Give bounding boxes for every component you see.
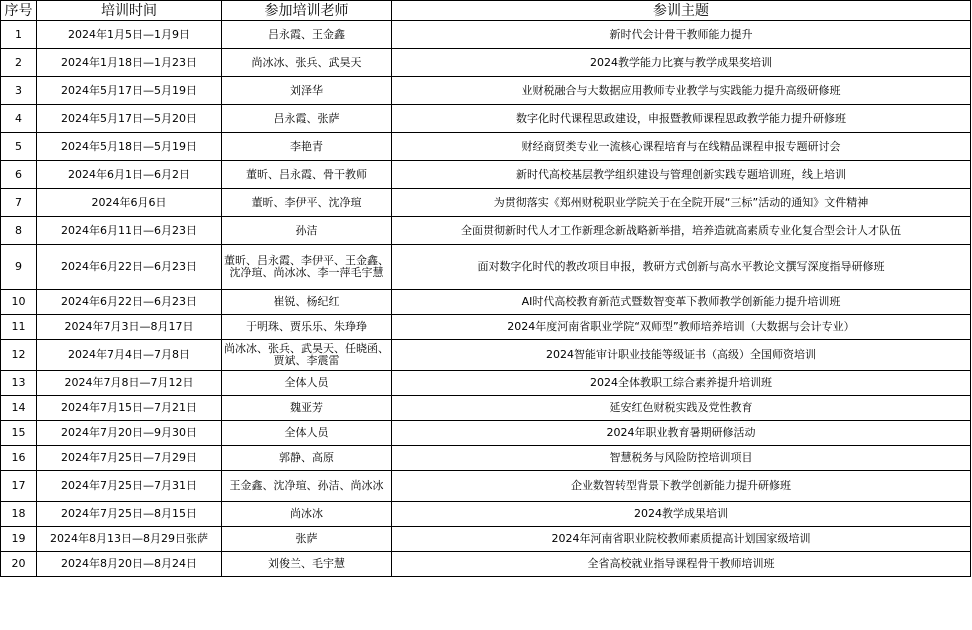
- cell-date[interactable]: 2024年5月17日—5月19日: [37, 77, 222, 105]
- cell-topic[interactable]: AI时代高校教育新范式暨数智变革下教师教学创新能力提升培训班: [392, 290, 971, 315]
- table-row: [1, 21, 971, 49]
- header-row: [1, 1, 971, 21]
- cell-no[interactable]: 7: [1, 189, 37, 217]
- cell-teachers[interactable]: 王金鑫、沈净瑄、孙洁、尚冰冰: [222, 471, 392, 502]
- cell-teachers[interactable]: 于明珠、贾乐乐、朱琤琤: [222, 315, 392, 340]
- table-row: [1, 49, 971, 77]
- cell-date[interactable]: 2024年1月18日—1月23日: [37, 49, 222, 77]
- cell-no[interactable]: 18: [1, 502, 37, 527]
- header-cell-teachers[interactable]: 参加培训老师: [222, 1, 392, 21]
- table-row: [1, 396, 971, 421]
- cell-no[interactable]: 14: [1, 396, 37, 421]
- cell-date[interactable]: 2024年1月5日—1月9日: [37, 21, 222, 49]
- cell-teachers[interactable]: 张萨: [222, 527, 392, 552]
- cell-no[interactable]: 4: [1, 105, 37, 133]
- table-row: [1, 527, 971, 552]
- cell-topic[interactable]: 全面贯彻新时代人才工作新理念新战略新举措，培养造就高素质专业化复合型会计人才队伍: [392, 217, 971, 245]
- cell-teachers[interactable]: 孙洁: [222, 217, 392, 245]
- cell-topic[interactable]: 业财税融合与大数据应用教师专业教学与实践能力提升高级研修班: [392, 77, 971, 105]
- table-row: [1, 290, 971, 315]
- table-row: [1, 133, 971, 161]
- table-row: [1, 245, 971, 290]
- cell-teachers[interactable]: 董昕、李伊平、沈净瑄: [222, 189, 392, 217]
- cell-topic[interactable]: 2024教学成果培训: [392, 502, 971, 527]
- cell-no[interactable]: 11: [1, 315, 37, 340]
- table-row: [1, 421, 971, 446]
- cell-no[interactable]: 3: [1, 77, 37, 105]
- cell-topic[interactable]: 新时代高校基层教学组织建设与管理创新实践专题培训班，线上培训: [392, 161, 971, 189]
- cell-topic[interactable]: 数字化时代课程思政建设，申报暨教师课程思政教学能力提升研修班: [392, 105, 971, 133]
- cell-no[interactable]: 9: [1, 245, 37, 290]
- cell-topic[interactable]: 新时代会计骨干教师能力提升: [392, 21, 971, 49]
- cell-no[interactable]: 8: [1, 217, 37, 245]
- table-row: [1, 371, 971, 396]
- cell-teachers[interactable]: 全体人员: [222, 371, 392, 396]
- cell-date[interactable]: 2024年6月6日: [37, 189, 222, 217]
- cell-date[interactable]: 2024年7月20日—9月30日: [37, 421, 222, 446]
- cell-date[interactable]: 2024年7月25日—7月31日: [37, 471, 222, 502]
- table-row: [1, 471, 971, 502]
- cell-teachers[interactable]: 尚冰冰: [222, 502, 392, 527]
- cell-date[interactable]: 2024年6月1日—6月2日: [37, 161, 222, 189]
- cell-date[interactable]: 2024年7月8日—7月12日: [37, 371, 222, 396]
- cell-no[interactable]: 2: [1, 49, 37, 77]
- cell-date[interactable]: 2024年7月3日—8月17日: [37, 315, 222, 340]
- cell-teachers[interactable]: 吕永霞、王金鑫: [222, 21, 392, 49]
- cell-teachers[interactable]: 崔锐、杨纪红: [222, 290, 392, 315]
- cell-no[interactable]: 12: [1, 340, 37, 371]
- table-row: [1, 77, 971, 105]
- cell-teachers[interactable]: 全体人员: [222, 421, 392, 446]
- cell-date[interactable]: 2024年6月11日—6月23日: [37, 217, 222, 245]
- cell-no[interactable]: 5: [1, 133, 37, 161]
- header-cell-date[interactable]: 培训时间: [37, 1, 222, 21]
- cell-no[interactable]: 16: [1, 446, 37, 471]
- cell-topic[interactable]: 2024教学能力比赛与教学成果奖培训: [392, 49, 971, 77]
- cell-date[interactable]: 2024年6月22日—6月23日: [37, 245, 222, 290]
- cell-topic[interactable]: 2024智能审计职业技能等级证书（高级）全国师资培训: [392, 340, 971, 371]
- table-row: [1, 502, 971, 527]
- cell-topic[interactable]: 2024年度河南省职业学院“双师型”教师培养培训（大数据与会计专业）: [392, 315, 971, 340]
- cell-teachers[interactable]: 尚冰冰、张兵、武昊天: [222, 49, 392, 77]
- cell-date[interactable]: 2024年7月25日—7月29日: [37, 446, 222, 471]
- cell-date[interactable]: 2024年5月18日—5月19日: [37, 133, 222, 161]
- cell-topic[interactable]: 延安红色财税实践及党性教育: [392, 396, 971, 421]
- header-cell-no[interactable]: 序号: [1, 1, 37, 21]
- cell-topic[interactable]: 智慧税务与风险防控培训项目: [392, 446, 971, 471]
- cell-date[interactable]: 2024年7月4日—7月8日: [37, 340, 222, 371]
- cell-teachers[interactable]: 刘俊兰、毛宇慧: [222, 552, 392, 577]
- cell-teachers[interactable]: 尚冰冰、张兵、武昊天、任晓函、贾斌、李震雷: [222, 340, 392, 371]
- cell-teachers[interactable]: 郭静、高原: [222, 446, 392, 471]
- cell-topic[interactable]: 全省高校就业指导课程骨干教师培训班: [392, 552, 971, 577]
- cell-topic[interactable]: 2024年河南省职业院校教师素质提高计划国家级培训: [392, 527, 971, 552]
- cell-date[interactable]: 2024年8月20日—8月24日: [37, 552, 222, 577]
- table-row: [1, 315, 971, 340]
- cell-no[interactable]: 17: [1, 471, 37, 502]
- table-row: [1, 105, 971, 133]
- cell-teachers[interactable]: 董昕、吕永霞、骨干教师: [222, 161, 392, 189]
- cell-no[interactable]: 10: [1, 290, 37, 315]
- cell-topic[interactable]: 面对数字化时代的教改项目申报，教研方式创新与高水平教论文撰写深度指导研修班: [392, 245, 971, 290]
- cell-topic[interactable]: 为贯彻落实《郑州财税职业学院关于在全院开展“三标”活动的通知》文件精神: [392, 189, 971, 217]
- cell-teachers[interactable]: 魏亚芳: [222, 396, 392, 421]
- table-row: [1, 552, 971, 577]
- cell-topic[interactable]: 财经商贸类专业一流核心课程培育与在线精品课程申报专题研讨会: [392, 133, 971, 161]
- table-row: [1, 217, 971, 245]
- table-row: [1, 189, 971, 217]
- table-row: [1, 340, 971, 371]
- cell-date[interactable]: 2024年7月25日—8月15日: [37, 502, 222, 527]
- cell-date[interactable]: 2024年8月13日—8月29日张萨: [37, 527, 222, 552]
- cell-topic[interactable]: 2024全体教职工综合素养提升培训班: [392, 371, 971, 396]
- cell-no[interactable]: 1: [1, 21, 37, 49]
- cell-no[interactable]: 15: [1, 421, 37, 446]
- cell-date[interactable]: 2024年6月22日—6月23日: [37, 290, 222, 315]
- cell-no[interactable]: 19: [1, 527, 37, 552]
- cell-teachers[interactable]: 李艳青: [222, 133, 392, 161]
- table-row: [1, 161, 971, 189]
- cell-teachers[interactable]: 董昕、吕永霞、李伊平、王金鑫、沈净瑄、尚冰冰、李一萍毛宇慧: [222, 245, 392, 290]
- header-cell-topic[interactable]: 参训主题: [392, 1, 971, 21]
- cell-topic[interactable]: 企业数智转型背景下教学创新能力提升研修班: [392, 471, 971, 502]
- cell-date[interactable]: 2024年5月17日—5月20日: [37, 105, 222, 133]
- cell-teachers[interactable]: 刘泽华: [222, 77, 392, 105]
- cell-no[interactable]: 20: [1, 552, 37, 577]
- cell-no[interactable]: 13: [1, 371, 37, 396]
- cell-date[interactable]: 2024年7月15日—7月21日: [37, 396, 222, 421]
- table-row: [1, 446, 971, 471]
- cell-topic[interactable]: 2024年职业教育暑期研修活动: [392, 421, 971, 446]
- cell-no[interactable]: 6: [1, 161, 37, 189]
- cell-teachers[interactable]: 吕永霞、张萨: [222, 105, 392, 133]
